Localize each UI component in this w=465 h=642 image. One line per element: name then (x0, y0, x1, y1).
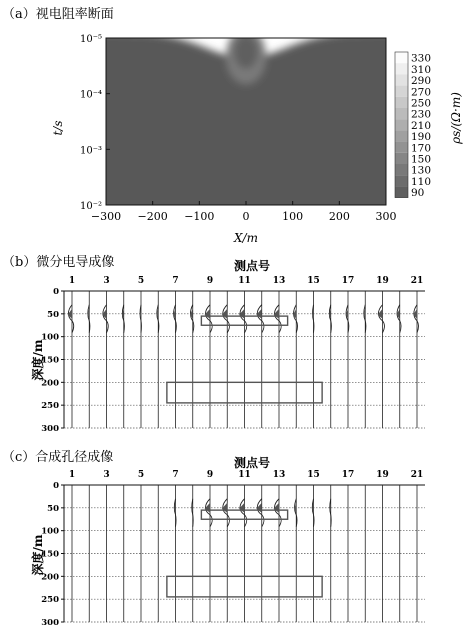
depth-tick-label: 0 (53, 287, 59, 297)
y-tick-label: 10⁻² (79, 201, 102, 212)
trace-wiggle (257, 499, 264, 527)
trace-wiggle (275, 499, 282, 527)
colorbar (395, 52, 431, 199)
trace-wiggle (346, 305, 349, 333)
depth-tick-label: 300 (41, 424, 59, 434)
panel-b-ylabel: 深度/m (31, 339, 45, 381)
colorbar-tick-label: 310 (411, 63, 432, 76)
station-tick-label: 5 (137, 276, 145, 286)
colorbar-swatch (395, 153, 408, 164)
station-tick-label: 11 (238, 276, 251, 286)
colorbar-label: ρs/(Ω·m) (449, 92, 463, 144)
station-tick-label: 7 (172, 276, 179, 286)
depth-tick-label: 50 (47, 503, 59, 514)
colorbar-tick-label: 330 (411, 52, 432, 65)
colorbar-tick-label: 170 (411, 142, 432, 155)
panel-c-ylabel: 深度/m (31, 534, 45, 576)
panel-b-top-label: 测点号 (233, 259, 271, 273)
panel-a-ylabel: t/s (51, 120, 65, 136)
trace-wiggle (103, 305, 108, 333)
colorbar-tick-label: 130 (411, 164, 432, 177)
colorbar-swatch (395, 130, 408, 141)
station-tick-label: 13 (272, 470, 286, 480)
colorbar-swatch (395, 74, 408, 85)
colorbar-swatch (395, 97, 408, 108)
x-tick-label: −300 (90, 210, 122, 223)
station-tick-label: 19 (376, 276, 389, 286)
trace-wiggle (257, 305, 264, 333)
panel-b-title: （b）微分电导成像 (2, 255, 115, 270)
trace-wiggle (223, 305, 230, 333)
depth-tick-label: 150 (41, 355, 59, 366)
trace-wiggle (378, 305, 384, 333)
station-tick-label: 19 (376, 470, 389, 480)
panel-a-heatmap (86, 28, 406, 225)
panel-c-top-label: 测点号 (233, 456, 271, 470)
colorbar-swatch (395, 164, 408, 175)
colorbar-tick-label: 270 (411, 86, 432, 99)
colorbar-swatch (395, 142, 408, 153)
trace-wiggle (240, 499, 247, 527)
x-tick-label: 0 (242, 210, 250, 223)
colorbar-swatch (395, 86, 408, 97)
colorbar-swatch (395, 108, 408, 119)
depth-tick-label: 200 (41, 572, 59, 583)
depth-tick-label: 250 (41, 401, 59, 412)
depth-tick-label: 100 (41, 332, 59, 343)
station-tick-label: 21 (410, 276, 424, 286)
trace-wiggle (206, 499, 213, 527)
depth-tick-label: 200 (41, 378, 59, 389)
colorbar-swatch (395, 119, 408, 130)
trace-wiggle (68, 305, 73, 333)
colorbar-tick-label: 230 (411, 108, 432, 121)
heatmap-anomaly-core (234, 35, 258, 69)
station-tick-label: 9 (206, 276, 214, 286)
colorbar-tick-label: 150 (411, 153, 432, 166)
x-tick-label: −200 (137, 210, 168, 223)
colorbar-tick-label: 210 (411, 119, 432, 132)
panel-a-title: （a）视电阻率断面 (2, 7, 114, 22)
station-tick-label: 11 (238, 470, 251, 480)
panel-a-xlabel: X/m (234, 231, 258, 245)
depth-tick-label: 100 (41, 526, 59, 537)
trace-wiggle (223, 499, 230, 527)
trace-wiggle (397, 305, 401, 333)
trace-wiggle (275, 305, 282, 333)
x-tick-label: −100 (184, 210, 215, 223)
x-tick-label: 100 (282, 210, 304, 223)
colorbar-tick-label: 110 (411, 175, 432, 188)
trace-wiggle (294, 305, 298, 333)
colorbar-tick-label: 290 (411, 75, 432, 88)
trace-wiggle (206, 305, 213, 333)
y-tick-label: 10⁻³ (79, 145, 102, 157)
station-tick-label: 3 (103, 276, 110, 286)
x-tick-label: 300 (375, 210, 397, 223)
station-tick-label: 15 (307, 276, 320, 286)
colorbar-tick-label: 190 (411, 131, 432, 144)
depth-tick-label: 250 (41, 595, 59, 606)
y-tick-label: 10⁻⁵ (79, 34, 102, 45)
trace-wiggle (174, 305, 177, 333)
colorbar-swatch (395, 186, 408, 197)
station-tick-label: 1 (68, 470, 76, 480)
station-tick-label: 21 (410, 470, 424, 480)
colorbar-swatch (395, 175, 408, 186)
panel-c-title: （c）合成孔径成像 (2, 450, 114, 465)
panel-c-plot (41, 470, 425, 628)
colorbar-swatch (395, 52, 408, 63)
station-tick-label: 3 (103, 470, 110, 480)
colorbar-tick-label: 90 (411, 187, 425, 200)
station-tick-label: 13 (272, 276, 286, 286)
station-tick-label: 15 (307, 470, 320, 480)
trace-wiggle (191, 305, 194, 333)
y-tick-label: 10⁻⁴ (79, 89, 102, 101)
x-tick-label: 200 (328, 210, 350, 223)
colorbar-swatch (395, 63, 408, 74)
panel-b-plot (41, 276, 425, 434)
depth-tick-label: 50 (47, 309, 59, 320)
station-tick-label: 17 (341, 276, 355, 286)
station-tick-label: 7 (172, 470, 179, 480)
trace-wiggle (240, 305, 247, 333)
station-tick-label: 9 (206, 470, 214, 480)
depth-tick-label: 300 (41, 618, 59, 628)
depth-tick-label: 0 (53, 481, 59, 491)
station-tick-label: 5 (137, 470, 145, 480)
trace-wiggle (414, 305, 419, 333)
depth-tick-label: 150 (41, 549, 59, 560)
colorbar-tick-label: 250 (411, 97, 432, 110)
station-tick-label: 1 (68, 276, 76, 286)
station-tick-label: 17 (341, 470, 355, 480)
